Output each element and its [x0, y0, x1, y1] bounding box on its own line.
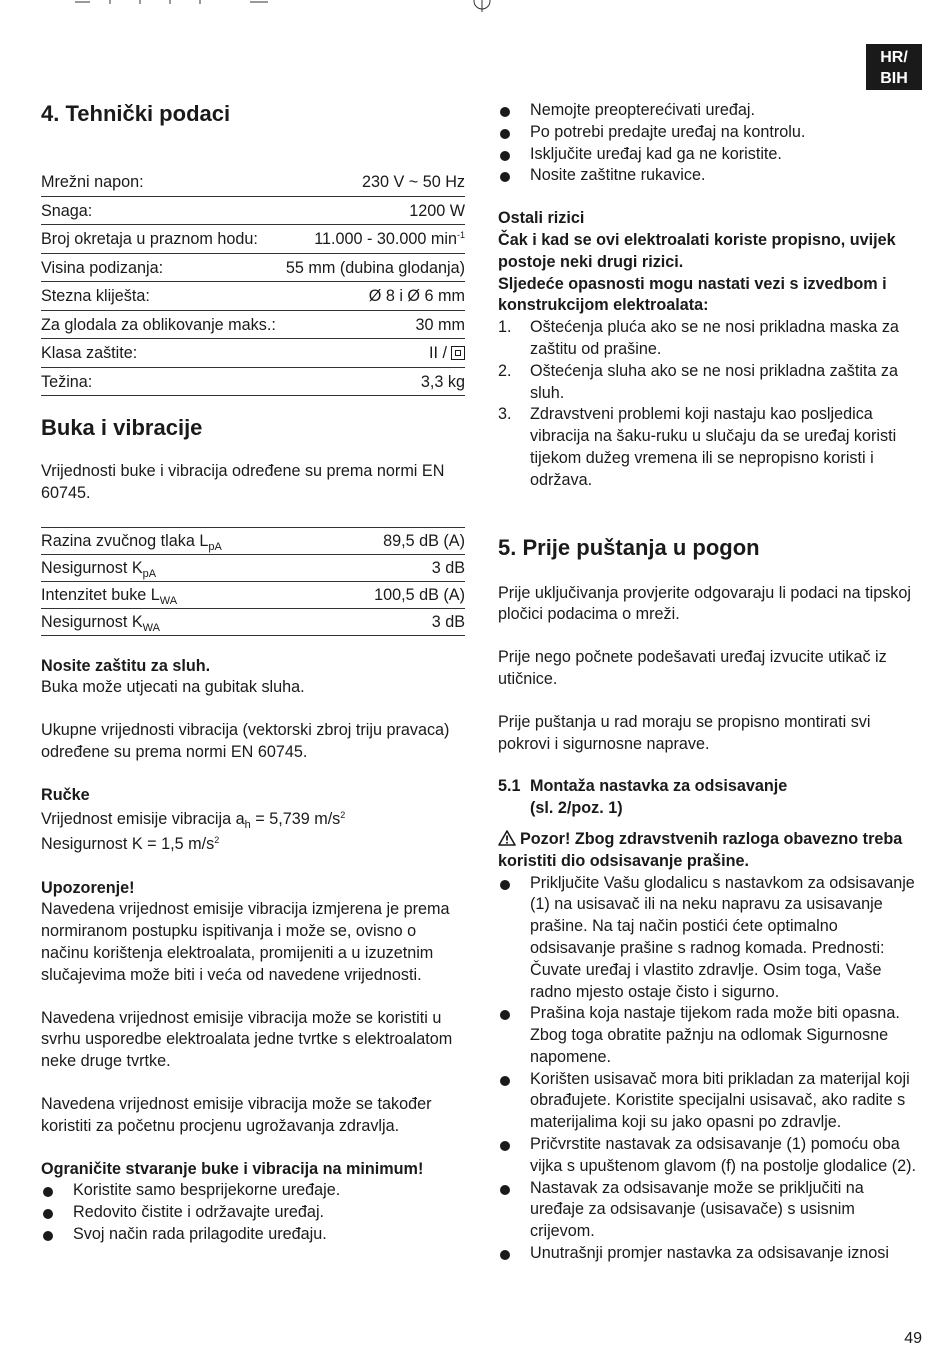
spec-row-router-bits — [41, 311, 465, 340]
uncertainty-sup: 2 — [214, 834, 220, 845]
list-item: Koristite samo besprijekorne uređaje. — [41, 1180, 465, 1202]
spec-label: Broj okretaja u praznom hodu: — [41, 230, 258, 248]
limit-noise-list — [41, 1180, 465, 1245]
noise-label-sub: pA — [208, 540, 222, 553]
list-number: 2. — [498, 361, 512, 380]
list-item: Svoj način rada prilagodite uređaju. — [41, 1224, 465, 1246]
caution-notice — [498, 829, 918, 873]
noise-label-sub: pA — [142, 567, 157, 580]
technical-data-table — [41, 168, 465, 396]
spec-value: 30 mm — [415, 315, 465, 334]
paragraph-5-2: Prije nego počnete podešavati uređaj izvucite utikač iz utičnice. — [498, 648, 887, 688]
noise-value: 100,5 dB (A) — [374, 585, 465, 604]
language-tab-line1: HR/ — [880, 49, 908, 66]
left-column — [41, 100, 465, 1246]
noise-label — [41, 555, 156, 581]
spec-label: Visina podizanja: — [41, 258, 164, 277]
spec-row-idle-speed — [41, 225, 465, 254]
warning-text: Navedena vrijednost emisije vibracija izmjerena je prema normiranom postupku ispitivanja i može se, ovisno o načinu korištenja elektroalata, promijeniti a u izuzetnim slučajevima može biti i veća od navedene vrijednosti. — [41, 900, 450, 984]
list-item: Prašina koja nastaje tijekom rada može biti opasna. Zbog toga obratite pažnju na odlomak Sigurnosne napomene. — [498, 1003, 918, 1068]
noise-value: 3 dB — [431, 558, 465, 577]
list-item: Isključite uređaj kad ga ne koristite. — [498, 144, 918, 166]
list-item: Po potrebi predajte uređaj na kontrolu. — [498, 122, 918, 144]
noise-label-text: Nesigurnost K — [41, 612, 143, 631]
spec-value-text: 11.000 - 30.000 min — [314, 230, 457, 248]
noise-row — [41, 528, 465, 555]
spec-row-weight — [41, 368, 465, 397]
page-number: 49 — [904, 1330, 922, 1347]
noise-section-title: Buka i vibracije — [41, 415, 203, 440]
vibration-total-text: Ukupne vrijednosti vibracija (vektorski zbroj triju pravaca) određene su prema normi EN 60745. — [41, 721, 450, 761]
general-safety-list — [498, 100, 918, 187]
list-item: Nosite zaštitne rukavice. — [498, 165, 918, 187]
emission-sup: 2 — [340, 809, 346, 820]
language-tab-line2: BIH — [880, 70, 908, 87]
spec-label: Za glodala za oblikovanje maks.: — [41, 315, 276, 334]
spec-label: Klasa zaštite: — [41, 344, 138, 362]
list-item: Nastavak za odsisavanje može se priključiti na uređaje za odsisavanje (usisavače) s usisnim crijevom. — [498, 1178, 918, 1243]
noise-label-text: Intenzitet buke L — [41, 585, 160, 604]
other-risks-intro: Čak i kad se ovi elektroalati koriste propisno, uvijek postoje neki drugi rizici. — [498, 230, 896, 271]
uncertainty-prefix: Nesigurnost K = 1,5 m/s — [41, 834, 215, 853]
caution-text: Pozor! Zbog zdravstvenih razloga obavezno treba koristiti dio odsisavanje prašine. — [498, 829, 903, 870]
list-number: 1. — [498, 318, 512, 337]
risks-list — [498, 317, 918, 491]
noise-row — [41, 609, 465, 636]
other-risks-dangers: Sljedeće opasnosti mogu nastati vezi s izvedbom i konstrukcijom elektroalata: — [498, 274, 887, 315]
list-text: Oštećenja pluća ako se ne nosi prikladna maska za zaštitu od prašine. — [530, 318, 899, 358]
warning-triangle-icon — [498, 830, 516, 846]
hearing-protection-heading: Nosite zaštitu za sluh. — [41, 656, 211, 675]
paragraph-5-3: Prije puštanja u rad moraju se propisno montirati svi pokrovi i sigurnosne naprave. — [498, 712, 871, 753]
subsection-title-line2: (sl. 2/poz. 1) — [530, 799, 623, 818]
list-item — [498, 404, 918, 491]
noise-label-sub: WA — [142, 621, 160, 634]
noise-label — [41, 582, 177, 608]
list-item: Unutrašnji promjer nastavka za odsisavanje iznosi — [498, 1243, 918, 1265]
noise-row — [41, 555, 465, 582]
spec-label: Snaga: — [41, 201, 93, 220]
noise-value: 89,5 dB (A) — [383, 531, 465, 550]
spec-label: Mrežni napon: — [41, 173, 144, 191]
subsection-5-1-heading — [498, 776, 918, 820]
noise-value: 3 dB — [431, 612, 465, 631]
vibration-emission-value — [41, 807, 465, 832]
spec-value-sup: -1 — [456, 230, 465, 240]
spec-value — [429, 339, 465, 367]
subsection-number: 5.1 — [498, 777, 521, 796]
dust-extraction-list — [498, 873, 918, 1265]
spec-value-text: II / — [429, 344, 447, 362]
list-item: Korišten usisavač mora biti prikladan za materijal koji obrađujete. Koristite specijalni usisavač, ako radite s materijalima koji su jako opasni po zdravlje. — [498, 1069, 918, 1134]
list-item: Nemojte preopterećivati uređaj. — [498, 100, 918, 122]
list-number: 3. — [498, 405, 512, 424]
noise-label — [41, 609, 160, 635]
double-insulation-icon — [451, 346, 465, 360]
section-4-title: 4. Tehnički podaci — [41, 101, 231, 126]
subsection-title — [530, 776, 787, 820]
spec-row-collet — [41, 282, 465, 311]
noise-label-text: Nesigurnost K — [41, 558, 143, 577]
other-risks-heading: Ostali rizici — [498, 209, 585, 228]
noise-table — [41, 527, 465, 636]
spec-label: Težina: — [41, 372, 93, 391]
spec-value: 3,3 kg — [420, 372, 465, 391]
noise-label — [41, 528, 222, 554]
vibration-uncertainty-value — [41, 832, 465, 857]
right-column — [498, 100, 918, 1265]
language-tab — [866, 44, 922, 90]
emission-prefix: Vrijednost emisije vibracija a — [41, 809, 245, 828]
spec-value: 230 V ~ 50 Hz — [361, 173, 465, 191]
assessment-text: Navedena vrijednost emisije vibracija može se također koristiti za početnu procjenu ugrožavanja zdravlja. — [41, 1094, 432, 1135]
noise-row — [41, 582, 465, 609]
hearing-protection-text: Buka može utjecati na gubitak sluha. — [41, 678, 305, 697]
spec-row-protection-class — [41, 339, 465, 368]
spec-row-lift-height — [41, 254, 465, 283]
emission-sub: h — [244, 818, 251, 831]
spec-label: Stezna kliješta: — [41, 287, 150, 305]
spec-row-voltage — [41, 168, 465, 197]
list-item: Pričvrstite nastavak za odsisavanje (1) pomoću oba vijka s upuštenom glavom (f) na postolje glodalice (2). — [498, 1134, 918, 1178]
noise-label-text: Razina zvučnog tlaka L — [41, 531, 209, 550]
emission-suffix: = 5,739 m/s — [250, 809, 341, 828]
warning-heading: Upozorenje! — [41, 878, 135, 897]
list-item: Priključite Vašu glodalicu s nastavkom za odsisavanje (1) na usisavač ili na neku napravu za usisavanje prašine. Na taj način postići ćete optimalno odsisavanje prašine s radnog komada. Prednosti: Čuvate uređaj i vlastito zdravlje. Osim toga, Vaše radno mjesto ostaje čisto i sigurno. — [498, 873, 918, 1004]
handles-heading: Ručke — [41, 785, 90, 804]
noise-intro: Vrijednosti buke i vibracija određene su prema normi EN 60745. — [41, 462, 445, 502]
spec-value: Ø 8 i Ø 6 mm — [368, 287, 465, 305]
noise-label-sub: WA — [159, 594, 178, 607]
spec-value: 55 mm (dubina glodanja) — [285, 258, 465, 277]
list-text: Zdravstveni problemi koji nastaju kao posljedica vibracija na šaku-ruku u slučaju da se uređaj koristi tijekom dužeg vremena ili se nepropisno koristi i održava. — [530, 405, 897, 489]
section-5-title: 5. Prije puštanja u pogon — [498, 534, 760, 560]
comparison-text: Navedena vrijednost emisije vibracija može se koristiti u svrhu usporedbe elektroalata jedne tvrtke s elektroalatom neke druge tvrtke. — [41, 1008, 453, 1071]
spec-value: 1200 W — [409, 201, 465, 220]
list-item: Redovito čistite i održavajte uređaj. — [41, 1202, 465, 1224]
paragraph-5-1: Prije uključivanja provjerite odgovaraju li podaci na tipskoj pločici podacima o mreži. — [498, 583, 912, 624]
list-item — [498, 361, 918, 405]
list-text: Oštećenja sluha ako se ne nosi prikladna zaštita za sluh. — [530, 361, 899, 402]
spec-row-power — [41, 197, 465, 226]
spec-value — [314, 225, 465, 253]
subsection-title-line1: Montaža nastavka za odsisavanje — [530, 777, 788, 796]
list-item — [498, 317, 918, 361]
print-crop-marks — [0, 0, 950, 14]
limit-noise-heading: Ograničite stvaranje buke i vibracija na minimum! — [41, 1159, 424, 1178]
